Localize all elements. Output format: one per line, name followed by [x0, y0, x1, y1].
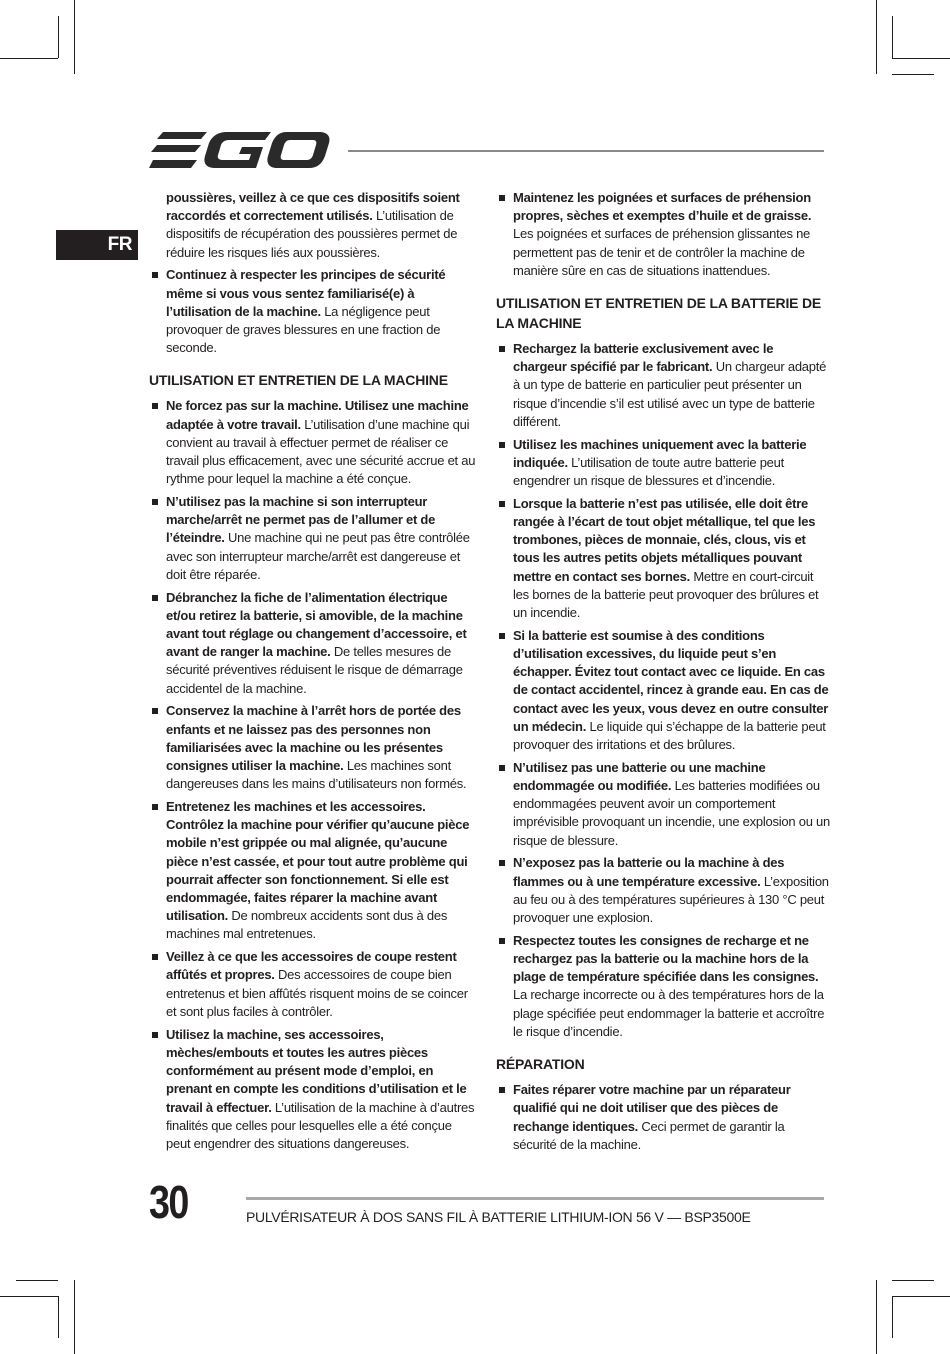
body-text: La recharge incorrecte ou à des températures hors de la plage spécifiée peut endommager la batterie et accroître le risque d’incendie. [513, 987, 825, 1039]
list-item [149, 589, 479, 698]
body-text: L’utilisation de la machine à d’autres finalités que celles pour lesquelles elle a été conçue peut engendrer des situations dangereuses. [166, 1099, 475, 1151]
list-item [496, 189, 830, 280]
body-text: Une machine qui ne peut pas être contrôlée avec son interrupteur marche/arrêt est dangereuse et doit être réparée. [166, 530, 470, 582]
section-heading: UTILISATION ET ENTRETIEN DE LA MACHINE [149, 372, 448, 389]
list-item [149, 493, 479, 584]
ego-logo [149, 130, 331, 170]
crop-mark [74, 0, 75, 74]
bold-text: Utilisez la machine, ses accessoires, mèches/embouts et toutes les autres pièces conformément au présent mode d’emploi, en prenant en compte les conditions d’utilisation et le travail à effectuer. [166, 1026, 467, 1115]
list-item [496, 1081, 830, 1154]
bullet-icon [152, 595, 158, 601]
right-column [496, 189, 830, 1159]
bold-text: Si la batterie est soumise à des conditions d’utilisation excessives, du liquide peut s’en échapper. Évitez tout contact avec ce liquide. En cas de contact accidentel, rincez à grande eau. En cas de contact avec les yeux, vous devez en outre consulter un médecin. [513, 627, 829, 734]
crop-mark [892, 1280, 934, 1281]
body-text: L’utilisation d’une machine qui convient au travail à effectuer permet de réaliser ce travail plus efficacement, avec une sécurité accrue et au rythme pour lequel la machine a été conçue. [166, 416, 476, 487]
bullet-icon [499, 442, 505, 448]
body-text: Mettre en court-circuit les bornes de la batterie peut provoquer des brûlures et un incendie. [513, 568, 819, 621]
bold-text: N’utilisez pas la machine si son interrupteur marche/arrêt ne permet pas de l’allumer et de l’éteindre. [166, 494, 436, 546]
list-item [149, 798, 479, 944]
crop-mark [892, 74, 934, 75]
bold-text: Veillez à ce que les accessoires de coupe restent affûtés et propres. [166, 949, 457, 983]
bold-text: Conservez la machine à l’arrêt hors de portée des enfants et ne laissez pas des personnes non familiarisées avec la machine ou les présentes consignes utiliser la machine. [166, 703, 461, 774]
bold-text: Débranchez la fiche de l’alimentation électrique et/ou retirez la batterie, si amovible, de la machine avant tout réglage ou changement d’accessoire, et avant de ranger la machine. [166, 589, 467, 660]
bold-text: N’exposez pas la batterie ou la machine à des flammes ou à une température excessive. [513, 855, 785, 889]
body-text: La négligence peut provoquer de graves blessures en une fraction de seconde. [166, 303, 441, 356]
body-text: Un chargeur adapté à un type de batterie en particulier peut présenter un risque d’incendie s’il est utilisé avec un type de batterie différent. [513, 359, 827, 429]
bold-text: Respectez toutes les consignes de recharge et ne rechargez pas la batterie ou la machine hors de la plage de température spécifiée dans les consignes. [513, 932, 819, 985]
bullet-icon [152, 272, 158, 278]
footer-title: PULVÉRISATEUR À DOS SANS FIL À BATTERIE LITHIUM-ION 56 V — BSP3500E [246, 1209, 751, 1225]
crop-mark [58, 1296, 59, 1338]
bullet-icon [499, 1087, 505, 1093]
bullet-icon [152, 804, 158, 810]
list-item [149, 948, 479, 1021]
body-text: Des accessoires de coupe bien entretenus et bien affûtés risquent moins de se coincer et sont plus faciles à contrôler. [166, 967, 468, 1019]
bullet-icon [499, 938, 505, 944]
crop-mark [74, 1280, 75, 1354]
bullet-icon [499, 501, 505, 507]
list-item [496, 495, 830, 622]
page-number: 30 [149, 1176, 188, 1228]
crop-mark [892, 1296, 950, 1297]
list-item [496, 340, 830, 431]
list-item [149, 397, 479, 488]
bold-text: Continuez à respecter les principes de sécurité même si vous vous sentez familiarisé(e) à l’utilisation de la machine. [166, 267, 446, 319]
bullet-icon [152, 954, 158, 960]
crop-mark [16, 58, 58, 59]
list-item [496, 627, 830, 754]
bold-text: Maintenez les poignées et surfaces de préhension propres, sèches et exemptes d’huile et de graisse. [513, 190, 812, 224]
bullet-icon [499, 765, 505, 771]
body-text: Les batteries modifiées ou endommagées peuvent avoir un comportement imprévisible provoquant un incendie, une explosion ou un risque de blessure. [513, 778, 830, 848]
bold-text: poussières, veillez à ce que ces dispositifs soient raccordés et correctement utilisés. [166, 190, 460, 224]
footer-rule [246, 1197, 824, 1200]
bold-text: Rechargez la batterie exclusivement avec le chargeur spécifié par le fabricant. [513, 341, 774, 375]
crop-mark [876, 1280, 877, 1354]
body-text: De nombreux accidents sont dus à des machines mal entretenues. [166, 908, 448, 942]
intro-paragraph [149, 189, 479, 262]
body-text: Les machines sont dangereuses dans les mains d’utilisateurs non formés. [166, 758, 467, 792]
bold-text: Utilisez les machines uniquement avec la batterie indiquée. [513, 436, 807, 470]
header-rule [348, 150, 824, 152]
list-item [149, 266, 479, 357]
body-text: L’utilisation de toute autre batterie peut engendrer un risque de blessures et d’incendie. [513, 454, 784, 489]
bold-text: Entretenez les machines et les accessoires. Contrôlez la machine pour vérifier qu’aucune pièce mobile n’est grippée ou mal alignée, qu’aucune pièce n’est cassée, et pour tout autre problème qui pourrait affecter son fonctionnement. Si elle est endommagée, faites réparer la machine avant utilisation. [166, 799, 470, 924]
crop-mark [892, 1296, 893, 1338]
bullet-icon [499, 860, 505, 866]
body-text: Les poignées et surfaces de préhension glissantes ne permettent pas de tenir et de contrôler la machine de manière sûre en cas de situations inattendues. [513, 226, 811, 278]
bullet-icon [499, 346, 505, 352]
bullet-icon [152, 403, 158, 409]
body-text: De telles mesures de sécurité préventives réduisent le risque de démarrage accidentel de la machine. [166, 644, 463, 696]
bullet-icon [152, 1032, 158, 1038]
body-text: Ceci permet de garantir la sécurité de la machine. [513, 1118, 785, 1152]
bullet-icon [152, 499, 158, 505]
list-item [496, 759, 830, 850]
crop-mark [892, 16, 893, 58]
bold-text: Lorsque la batterie n’est pas utilisée, elle doit être rangée à l’écart de tout objet métallique, tel que les trombones, pièces de monnaie, clés, clous, vis et tous les autres petits objets métalliques pouvant mettre en contact ses bornes. [513, 495, 816, 584]
list-item [149, 702, 479, 793]
crop-mark [876, 0, 877, 74]
body-text: L’utilisation de dispositifs de récupération des poussières permet de réduire les risques liés aux poussières. [166, 208, 458, 260]
body-text: L’exposition au feu ou à des températures supérieures à 130 °C peut provoquer une explosion. [513, 873, 829, 926]
list-item [496, 854, 830, 927]
list-item [496, 932, 830, 1041]
section-heading: UTILISATION ET ENTRETIEN DE LA BATTERIE DE LA MACHINE [496, 295, 822, 332]
crop-mark [16, 1280, 58, 1281]
bold-text: N’utilisez pas une batterie ou une machine endommagée ou modifiée. [513, 759, 766, 794]
crop-mark [892, 58, 950, 59]
bullet-icon [499, 633, 505, 639]
bullet-icon [152, 708, 158, 714]
language-tab: FR [56, 230, 138, 260]
list-item [149, 1026, 479, 1153]
section-heading: RÉPARATION [496, 1056, 585, 1073]
bullet-icon [499, 195, 505, 201]
crop-mark [58, 16, 59, 58]
bold-text: Faites réparer votre machine par un réparateur qualifié qui ne doit utiliser que des pièces de rechange identiques. [513, 1082, 791, 1134]
list-item [496, 436, 830, 491]
left-column [149, 189, 479, 1158]
crop-mark [0, 1296, 58, 1297]
body-text: Le liquide qui s’échappe de la batterie peut provoquer des irritations et des brûlures. [513, 718, 826, 753]
bold-text: Ne forcez pas sur la machine. Utilisez une machine adaptée à votre travail. [166, 398, 469, 432]
